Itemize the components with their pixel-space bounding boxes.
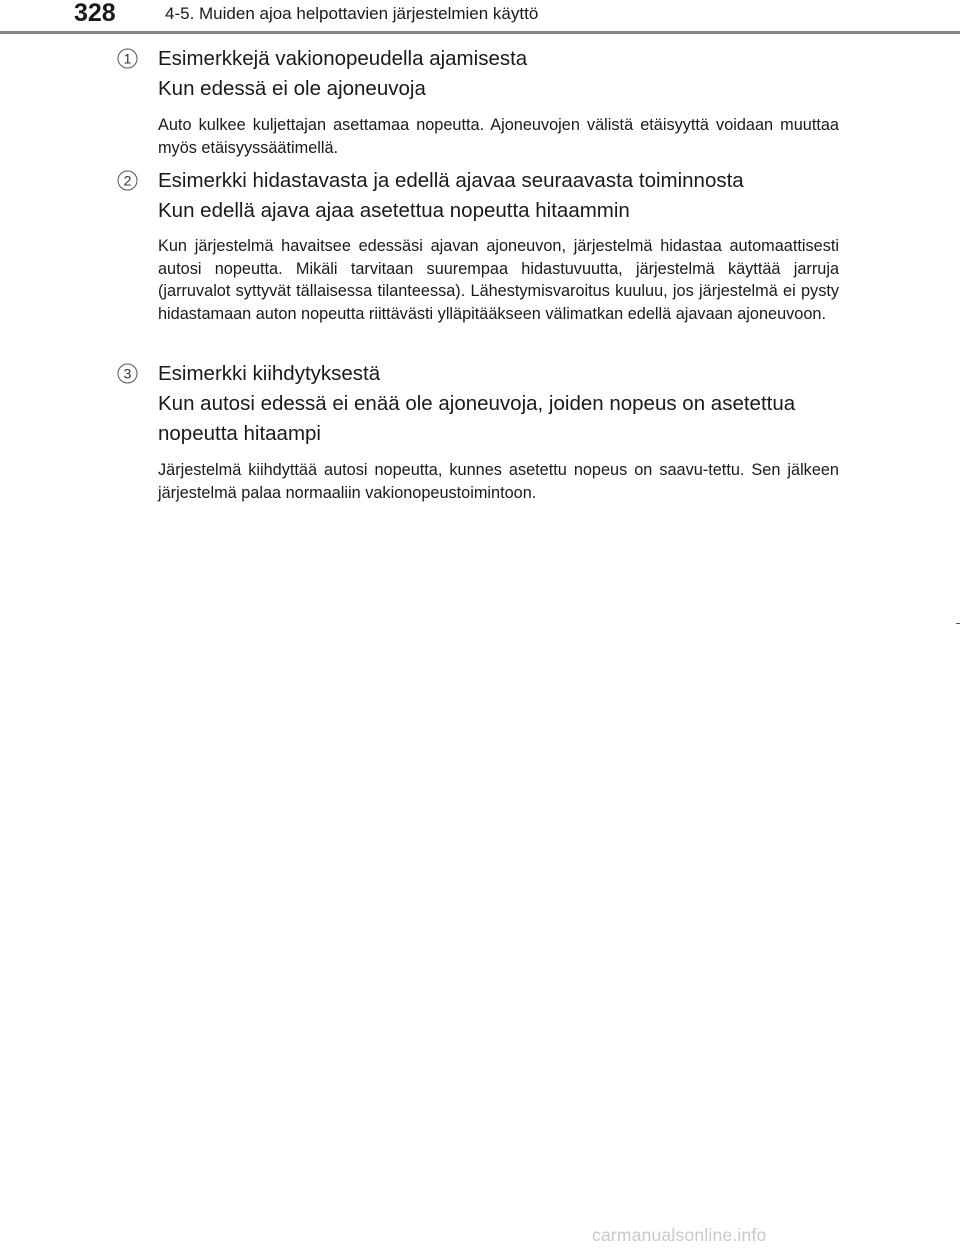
number-badge-1 [117,48,138,69]
item-body: Järjestelmä kiihdyttää autosi nopeutta, kunnes asetettu nopeus on saavu-tettu. Sen jälkeen järjestelmä palaa normaaliin vakionopeustoimintoon. [158,461,839,502]
page-header [0,0,960,36]
heading-line-2: Kun edellä ajava ajaa asetettua nopeutta hitaammin [158,199,630,222]
number-badge-label: 1 [123,50,132,67]
item-heading [158,44,840,104]
number-badge-label: 2 [123,172,132,189]
watermark: carmanualsonline.info [592,1225,767,1245]
heading-line-1: Esimerkki kiihdytyksestä [158,362,381,385]
heading-line-1: Esimerkki hidastavasta ja edellä ajavaa seuraavasta toiminnosta [158,169,744,192]
heading-line-1: Esimerkkejä vakionopeudella ajamisesta [158,47,528,70]
number-badge-label: 3 [123,365,132,382]
item-heading [158,359,840,449]
page-number: 328 [74,0,116,27]
header-divider [0,31,960,34]
item-body: Kun järjestelmä havaitsee edessäsi ajavan ajoneuvon, järjestelmä hidastaa automaattisesti autosi nopeutta. Mikäli tarvitaan suurempaa hidastuvuutta, järjestelmä käyttää jarruja (jarruvalot syttyvät tällaisessa tilanteessa). Lähestymisvaroitus kuuluu, jos järjestelmä ei pysty hidastamaan auton nopeutta riittävästi ylläpitääkseen välimatkan edellä ajavaan ajoneuvoon. [158,237,839,323]
number-badge-2 [117,170,138,191]
heading-line-2: Kun edessä ei ole ajoneuvoja [158,77,426,100]
item-heading [158,166,840,226]
number-badge-3 [117,363,138,384]
heading-line-2: Kun autosi edessä ei enää ole ajoneuvoja, joiden nopeus on asetettua nopeutta hitaampi [158,392,796,445]
section-title: 4-5. Muiden ajoa helpottavien järjestelmien käyttö [165,4,539,23]
item-body: Auto kulkee kuljettajan asettamaa nopeutta. Ajoneuvojen välistä etäisyyttä voidaan muuttaa myös etäisyyssäätimellä. [158,116,839,157]
margin-tick [956,623,960,624]
